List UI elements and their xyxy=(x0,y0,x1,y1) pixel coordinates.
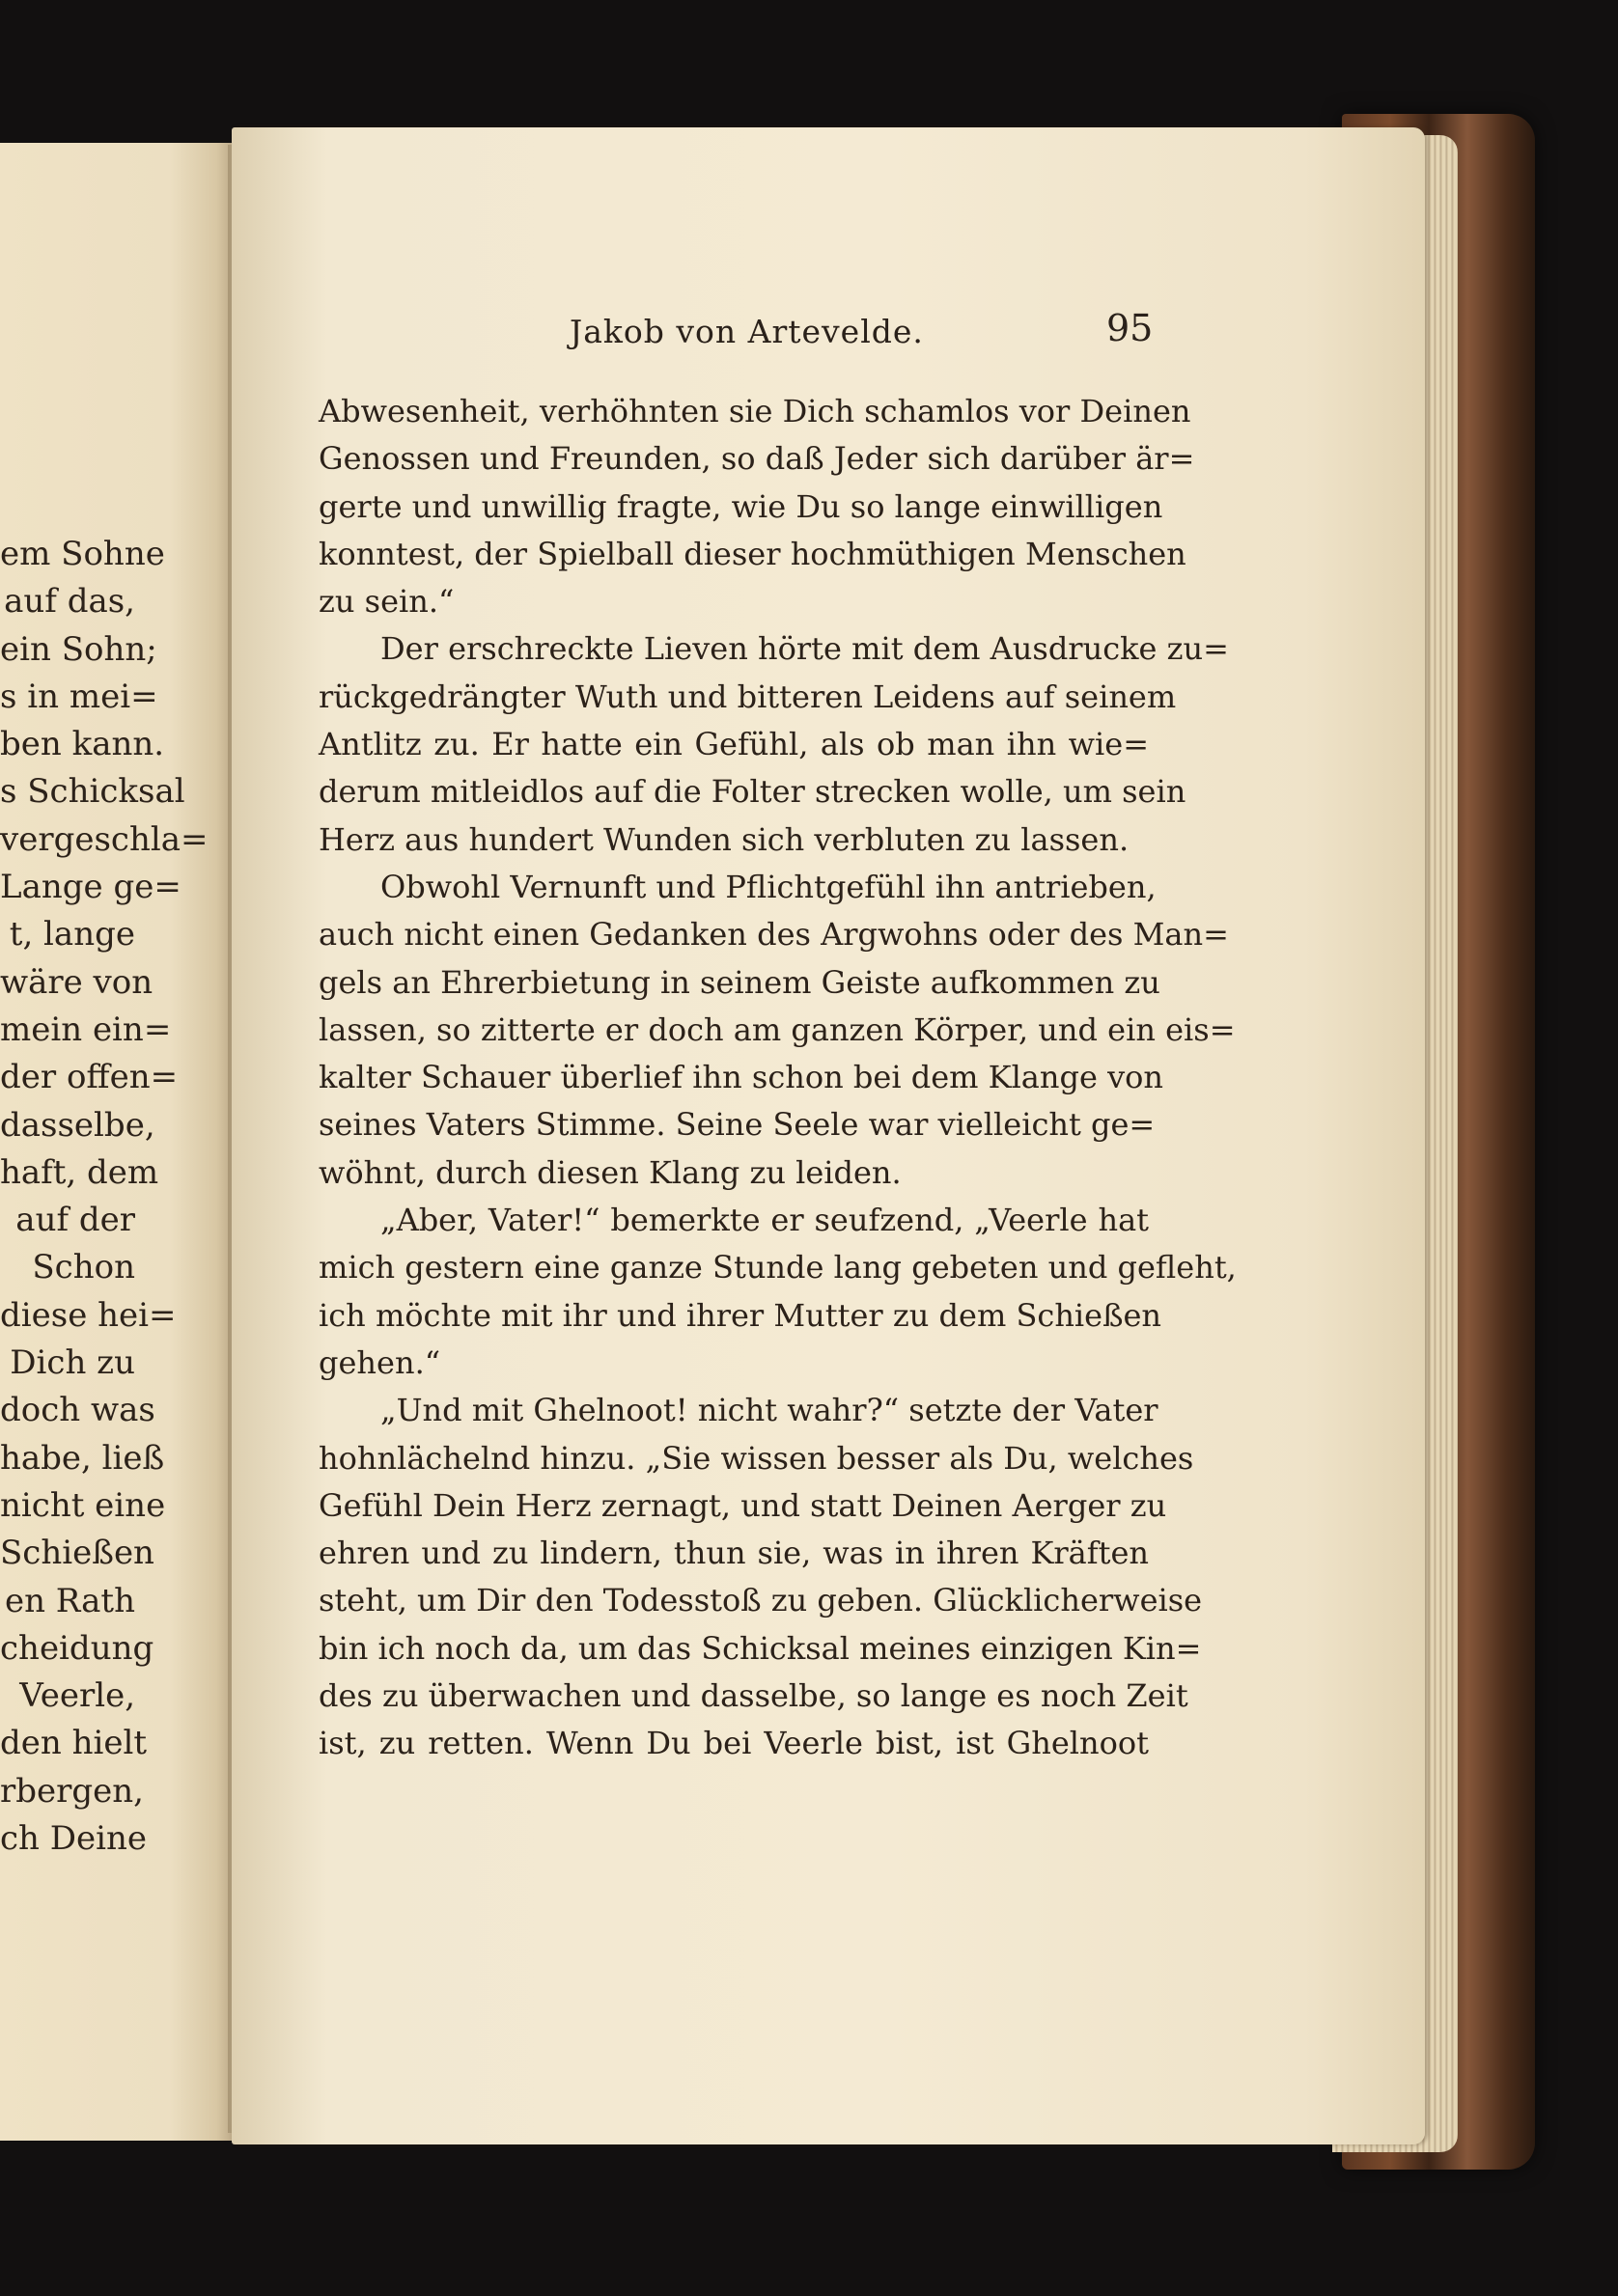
body-text xyxy=(319,388,1237,1768)
page-number: 95 xyxy=(1106,307,1154,349)
text-line: konntest, der Spielball dieser hochmüthigen Menschen xyxy=(319,535,1186,572)
text-line: lassen, so zitterte er doch am ganzen Körper, und ein eis= xyxy=(319,1010,1236,1048)
text-line: Abwesenheit, verhöhnten sie Dich schamlos vor Deinen xyxy=(319,393,1191,429)
running-title: Jakob von Artevelde. xyxy=(570,313,924,350)
left-page-line: diese hei= xyxy=(0,1295,177,1335)
text-line: Obwohl Vernunft und Pflichtgefühl ihn antrieben, xyxy=(380,868,1157,905)
text-line: gerte und unwillig fragte, wie Du so lange einwilligen xyxy=(319,487,1163,525)
left-page-line: auf der xyxy=(15,1201,135,1240)
left-page-line: Lange ge= xyxy=(0,868,181,907)
text-line: rückgedrängter Wuth und bitteren Leidens auf seinem xyxy=(319,678,1177,715)
text-line: Der erschreckte Lieven hörte mit dem Ausdrucke zu= xyxy=(380,630,1229,668)
left-page-line: ch Deine xyxy=(0,1819,148,1859)
left-page-line: haft, dem xyxy=(0,1152,159,1192)
left-page-line: ben kann. xyxy=(0,725,165,764)
left-page-line: der offen= xyxy=(0,1058,179,1097)
left-page-line: auf das, xyxy=(4,582,135,622)
left-page-line: rbergen, xyxy=(0,1771,144,1811)
text-line: Genossen und Freunden, so daß Jeder sich darüber är= xyxy=(319,440,1195,478)
left-page-line: mein ein= xyxy=(0,1010,172,1049)
left-page xyxy=(0,143,236,2141)
left-page-line: s Schicksal xyxy=(0,772,185,812)
text-line: hohnlächelnd hinzu. „Sie wissen besser als Du, welches xyxy=(319,1439,1194,1477)
left-page-line: cheidung xyxy=(0,1628,154,1668)
text-line: „Aber, Vater!“ bemerkte er seufzend, „Veerle hat xyxy=(380,1202,1149,1239)
text-line: mich gestern eine ganze Stunde lang gebeten und gefleht, xyxy=(319,1249,1237,1286)
left-page-line: den hielt xyxy=(0,1724,148,1763)
left-page-line: nicht eine xyxy=(0,1485,166,1525)
left-page-line: em Sohne xyxy=(0,535,165,573)
text-line: des zu überwachen und dasselbe, so lange es noch Zeit xyxy=(319,1677,1188,1715)
text-line: derum mitleidlos auf die Folter strecken wolle, um sein xyxy=(319,773,1186,811)
left-page-line: Dich zu xyxy=(10,1343,135,1383)
left-page-line: s in mei= xyxy=(0,677,158,716)
left-page-line: ein Sohn; xyxy=(0,629,157,669)
left-page-line: doch was xyxy=(0,1391,155,1430)
text-line: wöhnt, durch diesen Klang zu leiden. xyxy=(319,1153,902,1191)
text-line: auch nicht einen Gedanken des Argwohns oder des Man= xyxy=(319,916,1229,954)
text-line: ist, zu retten. Wenn Du bei Veerle bist, ist Ghelnoot xyxy=(319,1725,1149,1762)
text-line: Gefühl Dein Herz zernagt, und statt Deinen Aerger zu xyxy=(319,1486,1167,1524)
text-line: gehen.“ xyxy=(319,1343,441,1381)
left-page-line: t, lange xyxy=(9,915,135,954)
text-line: gels an Ehrerbietung in seinem Geiste aufkommen zu xyxy=(319,963,1160,1001)
text-line: ich möchte mit ihr und ihrer Mutter zu dem Schießen xyxy=(319,1296,1162,1334)
text-line: Herz aus hundert Wunden sich verbluten zu lassen. xyxy=(319,820,1130,858)
text-line: zu sein.“ xyxy=(319,583,455,621)
text-line: bin ich noch da, um das Schicksal meines einzigen Kin= xyxy=(319,1629,1202,1667)
text-line: steht, um Dir den Todesstoß zu geben. Glücklicherweise xyxy=(319,1582,1203,1619)
left-page-line: Schon xyxy=(32,1248,135,1287)
left-page-line: Schießen xyxy=(0,1534,154,1573)
left-page-line: Veerle, xyxy=(19,1676,135,1716)
text-line: ehren und zu lindern, thun sie, was in ihren Kräften xyxy=(319,1535,1149,1572)
left-page-line: en Rath xyxy=(4,1581,135,1620)
left-page-line: habe, ließ xyxy=(0,1438,165,1478)
left-page-line: dasselbe, xyxy=(0,1105,155,1145)
text-line: Antlitz zu. Er hatte ein Gefühl, als ob man ihn wie= xyxy=(319,726,1149,763)
text-line: „Und mit Ghelnoot! nicht wahr?“ setzte der Vater xyxy=(380,1392,1158,1429)
left-page-line: wäre von xyxy=(0,962,153,1002)
left-page-line: vergeschla= xyxy=(0,819,209,859)
text-line: seines Vaters Stimme. Seine Seele war vielleicht ge= xyxy=(319,1106,1156,1144)
text-line: kalter Schauer überlief ihn schon bei dem Klange von xyxy=(319,1059,1164,1096)
left-page-text xyxy=(0,531,209,1863)
